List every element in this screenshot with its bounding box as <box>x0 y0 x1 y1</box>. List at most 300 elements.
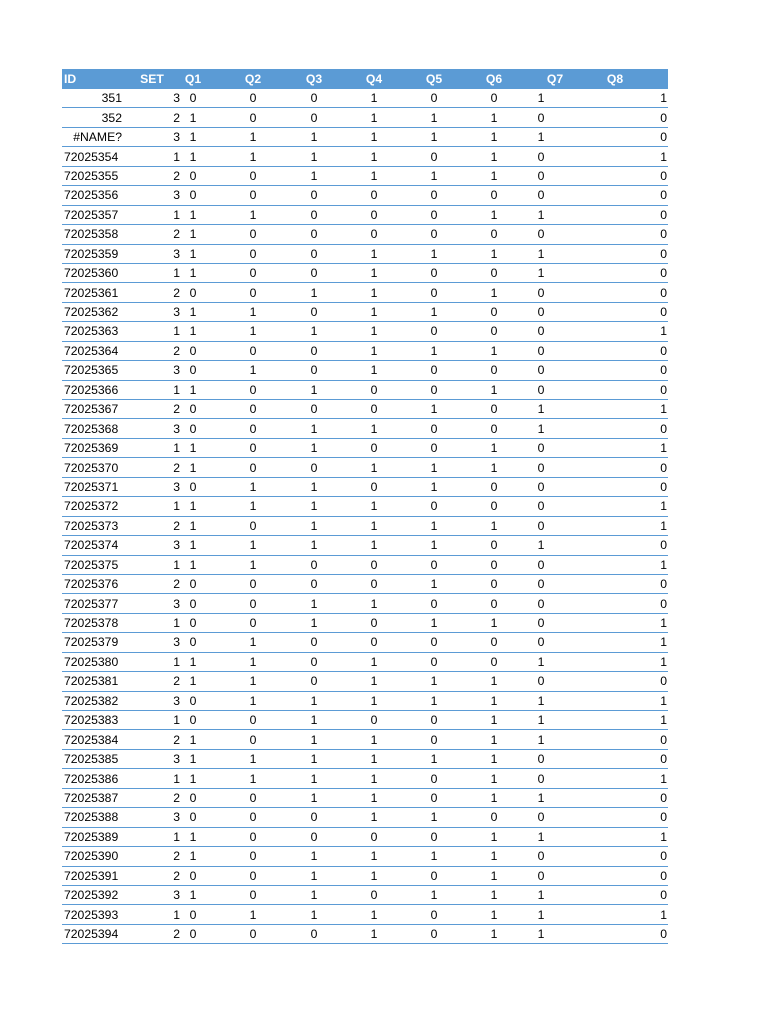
cell-q3[interactable]: 1 <box>310 868 318 883</box>
cell-q3[interactable]: 1 <box>310 849 318 864</box>
cell-q6[interactable]: 0 <box>490 324 498 339</box>
cell-q2[interactable]: 1 <box>249 130 257 145</box>
cell-q5[interactable]: 1 <box>430 343 438 358</box>
cell-q2[interactable]: 0 <box>249 285 257 300</box>
cell-set[interactable]: 2 <box>173 518 180 533</box>
cell-q1[interactable]: 1 <box>189 557 197 572</box>
cell-q7[interactable]: 1 <box>537 829 545 844</box>
cell-id[interactable]: 72025364 <box>64 343 119 358</box>
cell-q4[interactable]: 1 <box>370 654 378 669</box>
cell-q3[interactable]: 0 <box>310 674 318 689</box>
cell-set[interactable]: 1 <box>173 207 180 222</box>
cell-q4[interactable]: 1 <box>370 110 378 125</box>
cell-q4[interactable]: 1 <box>370 460 378 475</box>
cell-q2[interactable]: 1 <box>249 635 257 650</box>
cell-q7[interactable]: 0 <box>537 305 545 320</box>
cell-q8-value[interactable]: 0 <box>660 305 667 320</box>
cell-q2[interactable]: 0 <box>249 227 257 242</box>
cell-q1[interactable]: 0 <box>189 402 197 417</box>
cell-q2[interactable]: 0 <box>249 382 257 397</box>
cell-q6[interactable]: 0 <box>490 596 498 611</box>
cell-q6[interactable]: 0 <box>490 266 498 281</box>
cell-q2[interactable]: 1 <box>249 499 257 514</box>
cell-q4[interactable]: 1 <box>370 674 378 689</box>
cell-q5[interactable]: 0 <box>430 324 438 339</box>
cell-q1[interactable]: 1 <box>189 207 197 222</box>
header-q8[interactable]: Q8 <box>606 72 624 86</box>
cell-id[interactable]: 72025371 <box>64 479 119 494</box>
cell-set[interactable]: 2 <box>173 168 180 183</box>
cell-q1[interactable]: 1 <box>189 829 197 844</box>
cell-q6[interactable]: 1 <box>490 927 498 942</box>
cell-q2[interactable]: 0 <box>249 849 257 864</box>
cell-q7[interactable]: 1 <box>537 713 545 728</box>
cell-set[interactable]: 1 <box>173 907 180 922</box>
cell-q5[interactable]: 1 <box>430 888 438 903</box>
cell-q3[interactable]: 1 <box>310 518 318 533</box>
cell-q4[interactable]: 1 <box>370 596 378 611</box>
cell-q5[interactable]: 1 <box>430 402 438 417</box>
cell-q8-value[interactable]: 0 <box>660 227 667 242</box>
cell-q5[interactable]: 0 <box>430 421 438 436</box>
cell-q2[interactable]: 0 <box>249 888 257 903</box>
cell-q8-value[interactable]: 0 <box>660 130 667 145</box>
cell-q4[interactable]: 0 <box>370 713 378 728</box>
cell-q1[interactable]: 0 <box>189 421 197 436</box>
cell-id[interactable]: 72025363 <box>64 324 119 339</box>
cell-q7[interactable]: 0 <box>537 149 545 164</box>
cell-q5[interactable]: 0 <box>430 91 438 106</box>
cell-q8-value[interactable]: 0 <box>660 810 667 825</box>
header-extra[interactable] <box>647 69 667 89</box>
cell-q8-value[interactable]: 1 <box>660 518 667 533</box>
cell-id[interactable]: 72025357 <box>64 207 119 222</box>
cell-q1[interactable]: 1 <box>189 849 197 864</box>
cell-q8-value[interactable]: 1 <box>660 324 667 339</box>
cell-q2[interactable]: 0 <box>249 110 257 125</box>
cell-q7[interactable]: 0 <box>537 479 545 494</box>
cell-q1[interactable]: 1 <box>189 752 197 767</box>
cell-id[interactable]: 72025383 <box>64 713 119 728</box>
cell-id[interactable]: 72025373 <box>64 518 119 533</box>
cell-q1[interactable]: 1 <box>189 441 197 456</box>
cell-q7[interactable]: 0 <box>537 868 545 883</box>
cell-q6[interactable]: 0 <box>490 479 498 494</box>
cell-q6[interactable]: 1 <box>490 693 498 708</box>
cell-q7[interactable]: 1 <box>537 888 545 903</box>
cell-q5[interactable]: 1 <box>430 168 438 183</box>
cell-q7[interactable]: 1 <box>537 907 545 922</box>
cell-q8-value[interactable]: 0 <box>660 382 667 397</box>
cell-q4[interactable]: 1 <box>370 927 378 942</box>
cell-set[interactable]: 2 <box>173 285 180 300</box>
cell-id[interactable]: #NAME? <box>73 130 122 145</box>
cell-id[interactable]: 72025393 <box>64 907 119 922</box>
cell-q8-value[interactable]: 1 <box>660 907 667 922</box>
cell-q1[interactable]: 0 <box>189 907 197 922</box>
cell-q4[interactable]: 1 <box>370 343 378 358</box>
cell-q3[interactable]: 1 <box>310 324 318 339</box>
cell-q2[interactable]: 0 <box>249 343 257 358</box>
cell-q7[interactable]: 1 <box>537 654 545 669</box>
cell-q6[interactable]: 1 <box>490 829 498 844</box>
cell-q4[interactable]: 0 <box>370 227 378 242</box>
cell-id[interactable]: 72025369 <box>64 441 119 456</box>
cell-q6[interactable]: 0 <box>490 402 498 417</box>
cell-q5[interactable]: 1 <box>430 752 438 767</box>
cell-q4[interactable]: 0 <box>370 888 378 903</box>
cell-id[interactable]: 72025389 <box>64 829 119 844</box>
cell-q1[interactable]: 1 <box>189 732 197 747</box>
cell-set[interactable]: 3 <box>173 538 180 553</box>
cell-set[interactable]: 3 <box>173 130 180 145</box>
cell-q4[interactable]: 1 <box>370 790 378 805</box>
cell-q6[interactable]: 1 <box>490 110 498 125</box>
cell-q7[interactable]: 1 <box>537 91 545 106</box>
cell-q1[interactable]: 0 <box>189 343 197 358</box>
cell-q8-value[interactable]: 0 <box>660 266 667 281</box>
cell-q5[interactable]: 1 <box>430 577 438 592</box>
cell-q7[interactable]: 0 <box>537 674 545 689</box>
cell-q3[interactable]: 1 <box>310 168 318 183</box>
cell-q2[interactable]: 0 <box>249 441 257 456</box>
cell-q3[interactable]: 0 <box>310 266 318 281</box>
cell-q6[interactable]: 0 <box>490 577 498 592</box>
cell-q3[interactable]: 1 <box>310 732 318 747</box>
cell-q2[interactable]: 0 <box>249 927 257 942</box>
cell-q5[interactable]: 1 <box>430 538 438 553</box>
cell-q3[interactable]: 0 <box>310 829 318 844</box>
cell-q7[interactable]: 0 <box>537 557 545 572</box>
cell-q8-value[interactable]: 0 <box>660 868 667 883</box>
cell-q7[interactable]: 1 <box>537 790 545 805</box>
cell-q5[interactable]: 0 <box>430 382 438 397</box>
cell-q3[interactable]: 1 <box>310 130 318 145</box>
cell-id[interactable]: 72025387 <box>64 790 119 805</box>
cell-q1[interactable]: 0 <box>189 363 197 378</box>
cell-set[interactable]: 2 <box>173 732 180 747</box>
cell-q1[interactable]: 1 <box>189 149 197 164</box>
cell-set[interactable]: 3 <box>173 888 180 903</box>
cell-q4[interactable]: 1 <box>370 868 378 883</box>
cell-id[interactable]: 72025360 <box>64 266 119 281</box>
cell-q5[interactable]: 1 <box>430 518 438 533</box>
cell-q2[interactable]: 1 <box>249 149 257 164</box>
cell-set[interactable]: 1 <box>173 771 180 786</box>
cell-set[interactable]: 3 <box>173 810 180 825</box>
cell-q3[interactable]: 1 <box>310 907 318 922</box>
cell-q7[interactable]: 0 <box>537 188 545 203</box>
cell-q8-value[interactable]: 1 <box>660 693 667 708</box>
cell-q1[interactable]: 0 <box>189 713 197 728</box>
cell-id[interactable]: 72025358 <box>64 227 119 242</box>
cell-q2[interactable]: 0 <box>249 868 257 883</box>
cell-q5[interactable]: 0 <box>430 441 438 456</box>
cell-q4[interactable]: 1 <box>370 168 378 183</box>
header-q1[interactable]: Q1 <box>184 72 202 86</box>
cell-q4[interactable]: 0 <box>370 616 378 631</box>
cell-q5[interactable]: 1 <box>430 479 438 494</box>
cell-q2[interactable]: 1 <box>249 907 257 922</box>
cell-q5[interactable]: 0 <box>430 790 438 805</box>
cell-q2[interactable]: 1 <box>249 363 257 378</box>
cell-q6[interactable]: 1 <box>490 732 498 747</box>
cell-q8-value[interactable]: 1 <box>660 499 667 514</box>
cell-q1[interactable]: 0 <box>189 285 197 300</box>
cell-set[interactable]: 1 <box>173 149 180 164</box>
cell-q7[interactable]: 1 <box>537 927 545 942</box>
cell-q2[interactable]: 1 <box>249 305 257 320</box>
cell-q3[interactable]: 1 <box>310 752 318 767</box>
cell-q6[interactable]: 1 <box>490 168 498 183</box>
cell-q3[interactable]: 0 <box>310 207 318 222</box>
cell-q3[interactable]: 0 <box>310 305 318 320</box>
cell-q3[interactable]: 1 <box>310 499 318 514</box>
cell-q3[interactable]: 1 <box>310 771 318 786</box>
cell-q8-value[interactable]: 0 <box>660 207 667 222</box>
cell-q2[interactable]: 0 <box>249 790 257 805</box>
cell-q1[interactable]: 1 <box>189 130 197 145</box>
cell-q1[interactable]: 0 <box>189 91 197 106</box>
cell-q2[interactable]: 0 <box>249 616 257 631</box>
cell-q7[interactable]: 0 <box>537 110 545 125</box>
cell-q8-value[interactable]: 0 <box>660 927 667 942</box>
cell-q7[interactable]: 1 <box>537 402 545 417</box>
cell-q7[interactable]: 0 <box>537 499 545 514</box>
cell-q4[interactable]: 1 <box>370 518 378 533</box>
cell-q1[interactable]: 1 <box>189 518 197 533</box>
cell-q8-value[interactable]: 0 <box>660 732 667 747</box>
cell-q4[interactable]: 1 <box>370 771 378 786</box>
cell-q8-value[interactable]: 1 <box>660 149 667 164</box>
cell-set[interactable]: 2 <box>173 790 180 805</box>
cell-q4[interactable]: 1 <box>370 363 378 378</box>
cell-q2[interactable]: 0 <box>249 829 257 844</box>
cell-q6[interactable]: 1 <box>490 868 498 883</box>
cell-q6[interactable]: 1 <box>490 616 498 631</box>
cell-q6[interactable]: 1 <box>490 518 498 533</box>
cell-q3[interactable]: 1 <box>310 596 318 611</box>
cell-q1[interactable]: 0 <box>189 616 197 631</box>
cell-q3[interactable]: 0 <box>310 227 318 242</box>
cell-q4[interactable]: 1 <box>370 421 378 436</box>
cell-q2[interactable]: 1 <box>249 674 257 689</box>
cell-q7[interactable]: 0 <box>537 849 545 864</box>
cell-q4[interactable]: 1 <box>370 752 378 767</box>
cell-q2[interactable]: 1 <box>249 752 257 767</box>
cell-q7[interactable]: 0 <box>537 441 545 456</box>
cell-q7[interactable]: 1 <box>537 130 545 145</box>
cell-q6[interactable]: 0 <box>490 810 498 825</box>
cell-q5[interactable]: 1 <box>430 693 438 708</box>
cell-q1[interactable]: 0 <box>189 927 197 942</box>
cell-q5[interactable]: 0 <box>430 363 438 378</box>
cell-q7[interactable]: 0 <box>537 460 545 475</box>
cell-q5[interactable]: 1 <box>430 246 438 261</box>
cell-q7[interactable]: 1 <box>537 693 545 708</box>
cell-set[interactable]: 3 <box>173 693 180 708</box>
cell-q8-value[interactable]: 1 <box>660 91 667 106</box>
cell-q3[interactable]: 0 <box>310 460 318 475</box>
cell-q4[interactable]: 1 <box>370 732 378 747</box>
cell-q5[interactable]: 1 <box>430 130 438 145</box>
cell-q7[interactable]: 0 <box>537 596 545 611</box>
cell-id[interactable]: 72025378 <box>64 616 119 631</box>
cell-id[interactable]: 72025384 <box>64 732 119 747</box>
cell-q6[interactable]: 0 <box>490 557 498 572</box>
cell-q4[interactable]: 0 <box>370 188 378 203</box>
cell-q5[interactable]: 1 <box>430 616 438 631</box>
cell-q5[interactable]: 1 <box>430 460 438 475</box>
cell-q4[interactable]: 1 <box>370 91 378 106</box>
cell-q8-value[interactable]: 0 <box>660 479 667 494</box>
cell-q3[interactable]: 1 <box>310 790 318 805</box>
cell-q8-value[interactable]: 0 <box>660 421 667 436</box>
cell-set[interactable]: 3 <box>173 635 180 650</box>
cell-q3[interactable]: 0 <box>310 363 318 378</box>
cell-set[interactable]: 2 <box>173 110 180 125</box>
cell-q7[interactable]: 1 <box>537 538 545 553</box>
cell-q4[interactable]: 1 <box>370 149 378 164</box>
cell-q6[interactable]: 0 <box>490 654 498 669</box>
cell-q1[interactable]: 0 <box>189 596 197 611</box>
cell-q3[interactable]: 0 <box>310 557 318 572</box>
cell-q1[interactable]: 0 <box>189 168 197 183</box>
cell-id[interactable]: 72025367 <box>64 402 119 417</box>
cell-q2[interactable]: 1 <box>249 479 257 494</box>
cell-set[interactable]: 3 <box>173 246 180 261</box>
cell-id[interactable]: 72025394 <box>64 927 119 942</box>
cell-q1[interactable]: 1 <box>189 654 197 669</box>
cell-q5[interactable]: 0 <box>430 907 438 922</box>
cell-q4[interactable]: 1 <box>370 305 378 320</box>
cell-q3[interactable]: 0 <box>310 246 318 261</box>
cell-id[interactable]: 72025392 <box>64 888 119 903</box>
cell-q2[interactable]: 0 <box>249 246 257 261</box>
cell-q4[interactable]: 1 <box>370 246 378 261</box>
cell-id[interactable]: 72025375 <box>64 557 119 572</box>
cell-q1[interactable]: 1 <box>189 305 197 320</box>
cell-q8-value[interactable]: 0 <box>660 343 667 358</box>
cell-set[interactable]: 2 <box>173 868 180 883</box>
cell-q3[interactable]: 1 <box>310 713 318 728</box>
cell-q8-value[interactable]: 0 <box>660 363 667 378</box>
cell-q2[interactable]: 0 <box>249 168 257 183</box>
cell-q1[interactable]: 1 <box>189 674 197 689</box>
cell-id[interactable]: 72025391 <box>64 868 119 883</box>
cell-set[interactable]: 1 <box>173 499 180 514</box>
cell-q1[interactable]: 1 <box>189 382 197 397</box>
cell-q3[interactable]: 1 <box>310 382 318 397</box>
cell-q8-value[interactable]: 0 <box>660 596 667 611</box>
cell-q5[interactable]: 1 <box>430 305 438 320</box>
cell-q7[interactable]: 0 <box>537 752 545 767</box>
cell-q5[interactable]: 1 <box>430 674 438 689</box>
cell-id[interactable]: 72025376 <box>64 577 119 592</box>
cell-q2[interactable]: 0 <box>249 460 257 475</box>
cell-q7[interactable]: 0 <box>537 771 545 786</box>
cell-q8-value[interactable]: 0 <box>660 246 667 261</box>
cell-q1[interactable]: 0 <box>189 693 197 708</box>
cell-q6[interactable]: 1 <box>490 888 498 903</box>
cell-q1[interactable]: 0 <box>189 810 197 825</box>
cell-q2[interactable]: 1 <box>249 324 257 339</box>
cell-id[interactable]: 72025388 <box>64 810 119 825</box>
cell-q1[interactable]: 1 <box>189 499 197 514</box>
cell-set[interactable]: 2 <box>173 460 180 475</box>
cell-q5[interactable]: 0 <box>430 927 438 942</box>
cell-q6[interactable]: 0 <box>490 227 498 242</box>
cell-q6[interactable]: 1 <box>490 382 498 397</box>
cell-q2[interactable]: 1 <box>249 557 257 572</box>
cell-q4[interactable]: 0 <box>370 829 378 844</box>
header-q4[interactable]: Q4 <box>365 72 383 86</box>
cell-q2[interactable]: 1 <box>249 693 257 708</box>
cell-q5[interactable]: 0 <box>430 557 438 572</box>
cell-q1[interactable]: 1 <box>189 771 197 786</box>
cell-q2[interactable]: 0 <box>249 266 257 281</box>
cell-q3[interactable]: 1 <box>310 616 318 631</box>
cell-q5[interactable]: 1 <box>430 110 438 125</box>
cell-set[interactable]: 1 <box>173 441 180 456</box>
cell-q8-value[interactable]: 1 <box>660 713 667 728</box>
cell-q4[interactable]: 0 <box>370 402 378 417</box>
cell-id[interactable]: 72025386 <box>64 771 119 786</box>
cell-q8-value[interactable]: 0 <box>660 888 667 903</box>
cell-set[interactable]: 1 <box>173 266 180 281</box>
cell-q8-value[interactable]: 0 <box>660 285 667 300</box>
cell-q5[interactable]: 0 <box>430 713 438 728</box>
cell-q6[interactable]: 0 <box>490 91 498 106</box>
cell-id[interactable]: 351 <box>101 91 122 106</box>
cell-q4[interactable]: 1 <box>370 538 378 553</box>
cell-set[interactable]: 1 <box>173 557 180 572</box>
cell-id[interactable]: 72025380 <box>64 654 119 669</box>
cell-q3[interactable]: 1 <box>310 538 318 553</box>
cell-id[interactable]: 352 <box>101 110 122 125</box>
cell-q6[interactable]: 1 <box>490 246 498 261</box>
cell-id[interactable]: 72025361 <box>64 285 119 300</box>
cell-q5[interactable]: 0 <box>430 266 438 281</box>
cell-q6[interactable]: 1 <box>490 441 498 456</box>
cell-q1[interactable]: 1 <box>189 460 197 475</box>
cell-q8-value[interactable]: 1 <box>660 771 667 786</box>
cell-q3[interactable]: 1 <box>310 441 318 456</box>
cell-q2[interactable]: 0 <box>249 713 257 728</box>
cell-q8-value[interactable]: 1 <box>660 654 667 669</box>
cell-q3[interactable]: 0 <box>310 654 318 669</box>
cell-q3[interactable]: 0 <box>310 577 318 592</box>
cell-q1[interactable]: 0 <box>189 635 197 650</box>
cell-set[interactable]: 2 <box>173 674 180 689</box>
cell-q6[interactable]: 1 <box>490 752 498 767</box>
cell-q6[interactable]: 1 <box>490 285 498 300</box>
cell-q2[interactable]: 0 <box>249 421 257 436</box>
cell-q3[interactable]: 0 <box>310 635 318 650</box>
cell-q2[interactable]: 1 <box>249 654 257 669</box>
header-q2[interactable]: Q2 <box>244 72 262 86</box>
cell-id[interactable]: 72025359 <box>64 246 119 261</box>
cell-id[interactable]: 72025362 <box>64 305 119 320</box>
cell-q5[interactable]: 0 <box>430 635 438 650</box>
cell-q3[interactable]: 0 <box>310 343 318 358</box>
cell-q2[interactable]: 1 <box>249 207 257 222</box>
cell-q4[interactable]: 1 <box>370 130 378 145</box>
cell-q1[interactable]: 0 <box>189 577 197 592</box>
cell-q2[interactable]: 0 <box>249 596 257 611</box>
cell-q4[interactable]: 1 <box>370 324 378 339</box>
cell-id[interactable]: 72025356 <box>64 188 119 203</box>
